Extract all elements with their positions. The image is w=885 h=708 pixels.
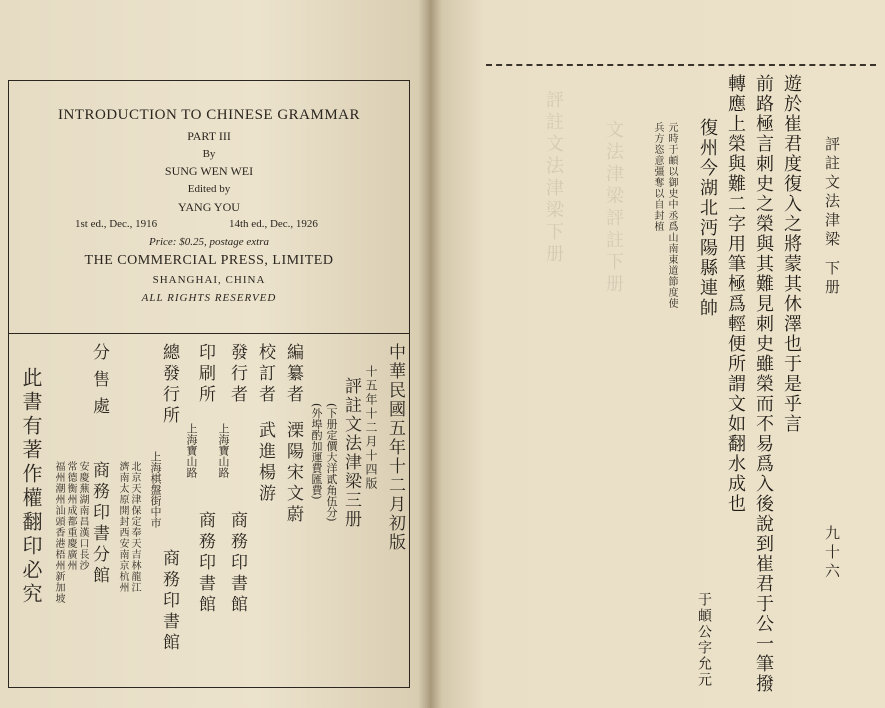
- imprint-box: [8, 80, 410, 688]
- body-column: 于頔公字允元: [696, 592, 712, 688]
- author-english: SUNG WEN WEI: [164, 164, 254, 178]
- edited-by-label: Edited by: [187, 183, 231, 195]
- copyright-notice: 此書有著作權翻印必究: [19, 367, 43, 607]
- book-title-english: INTRODUCTION TO CHINESE GRAMMAR: [57, 107, 361, 123]
- fourteenth-edition: 14th ed., Dec., 1926: [229, 218, 318, 230]
- price-note: (下册定價大洋貳角伍分): [325, 403, 338, 522]
- edition-date-line: 中華民國五年十二月初版: [385, 343, 405, 552]
- author-label-chinese: 編纂者: [283, 343, 303, 406]
- by-label: By: [202, 148, 216, 160]
- editor-name-chinese: 武進楊游: [255, 421, 275, 505]
- bleed-through-text: 評註文法津梁下册: [543, 90, 564, 266]
- first-edition: 1st ed., Dec., 1916: [75, 218, 158, 230]
- branch-label: 分售處: [89, 343, 109, 424]
- branch-city-list: 福州潮州汕頭香港梧州新加坡: [53, 461, 64, 604]
- general-issuer-name: 商務印書館: [159, 549, 179, 654]
- book-gutter: [418, 0, 442, 708]
- divider: [9, 333, 409, 334]
- branch-name: 商務印書分館: [89, 461, 109, 587]
- page-number: 九十六: [823, 525, 841, 582]
- annotation-column: 兵方恣意彊奪以自封植: [652, 122, 663, 232]
- editor-label-chinese: 校訂者: [255, 343, 275, 406]
- branch-city-list: 北京天津保定奉天吉林龍江: [129, 461, 140, 593]
- price-line: Price: $0.25, postage extra: [148, 236, 270, 248]
- postage-note: (外埠酌加運費匯費): [310, 403, 323, 500]
- book-title-chinese: 評註文法津梁三册: [341, 377, 361, 529]
- printer-name: 商務印書館: [195, 511, 215, 616]
- printer-label: 印刷所: [195, 343, 215, 406]
- edition-date-line-2: 十五年十二月十四版: [364, 365, 378, 491]
- right-page: [430, 0, 885, 708]
- running-header-title: 評註文法津梁: [823, 136, 841, 250]
- printer-city: 上海寶山路: [185, 423, 198, 478]
- branch-city-list: 濟南太原開封西安南京杭州: [117, 461, 128, 593]
- body-column: 轉應上榮與難二字用筆極爲輕便所謂文如翻水成也: [725, 74, 746, 514]
- running-header-volume: 下册: [823, 260, 841, 298]
- publisher-english: THE COMMERCIAL PRESS, LIMITED: [84, 253, 334, 268]
- branch-city-list: 安慶蕪湖南昌漢口長沙: [77, 461, 88, 571]
- issuer-city: 上海寶山路: [217, 423, 230, 478]
- branch-city-list: 常德衡州成都重慶廣州: [65, 461, 76, 571]
- part-label: PART III: [187, 129, 231, 143]
- bleed-through-text: 文法津梁評註下册: [603, 120, 624, 296]
- rights-line: ALL RIGHTS RESERVED: [141, 292, 277, 304]
- annotation-column: 元時于頔以御史中丞爲山南東道節度使: [666, 122, 677, 309]
- general-issuer-label: 總發行所: [159, 343, 179, 427]
- general-issuer-city: 上海棋盤街中市: [149, 451, 162, 528]
- editor-english: YANG YOU: [178, 200, 240, 214]
- issuer-name: 商務印書館: [227, 511, 247, 616]
- city-english: SHANGHAI, CHINA: [152, 274, 266, 286]
- author-name-chinese: 溧陽宋文蔚: [283, 421, 303, 526]
- body-column: 復州今湖北沔陽縣連帥: [697, 118, 718, 318]
- body-column: 前路極言刺史之榮與其難見刺史雖榮而不易爲入後說到崔君于公一筆撥: [753, 74, 774, 694]
- page-top-rule: [486, 64, 876, 66]
- issuer-label: 發行者: [227, 343, 247, 406]
- body-column: 遊於崔君度復入之將蒙其休澤也于是乎言: [781, 74, 802, 434]
